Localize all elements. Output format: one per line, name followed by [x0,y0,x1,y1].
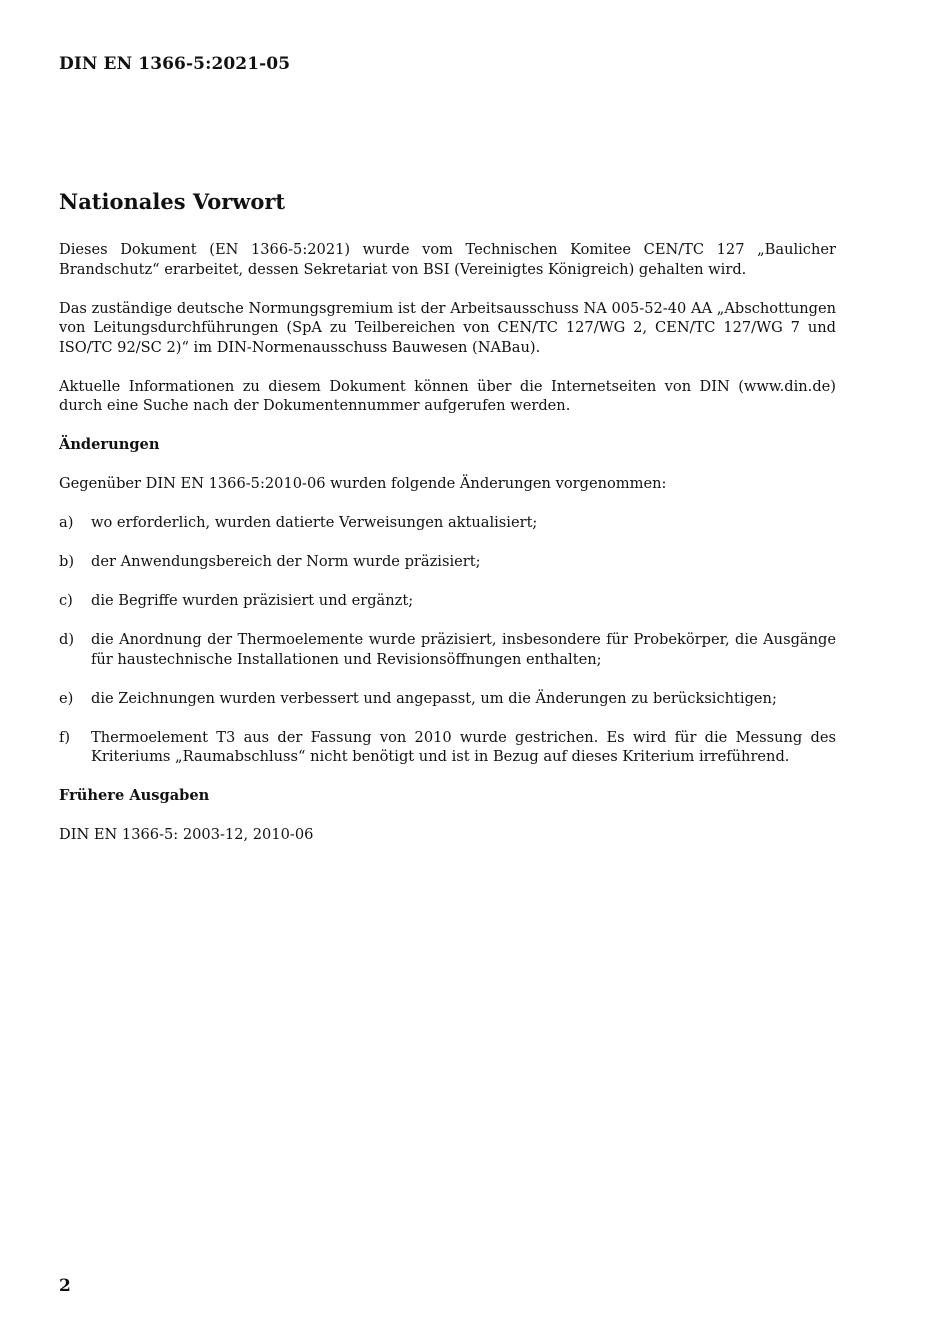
document-header: DIN EN 1366-5:2021-05 [59,54,291,74]
list-item-text: die Anordnung der Thermoelemente wurde präzisiert, insbesondere für Probekörper, die Ausgänge für haustechnische Installationen und Revisionsöffnungen enthalten; [91,631,836,668]
list-item [59,689,836,709]
list-marker: c) [59,592,73,609]
list-item [59,591,836,611]
page-number: 2 [59,1276,71,1296]
list-item-text: die Zeichnungen wurden verbessert und angepasst, um die Änderungen zu berücksichtigen; [91,689,777,707]
paragraph-committee: Dieses Dokument (EN 1366-5:2021) wurde vom Technischen Komitee CEN/TC 127 „Baulicher Brandschutz“ erarbeitet, dessen Sekretariat von BSI (Vereinigtes Königreich) gehalten wird. [59,241,836,278]
list-marker: f) [59,728,71,746]
list-item-text: Thermoelement T3 aus der Fassung von 2010 wurde gestrichen. Es wird für die Messung des Kriteriums „Raumabschluss“ nicht benötigt und ist in Bezug auf dieses Kriterium irreführend. [91,728,836,765]
list-item [59,552,836,572]
previous-editions-text: DIN EN 1366-5: 2003-12, 2010-06 [59,826,314,843]
changes-list [59,513,836,767]
list-marker: e) [59,689,74,707]
list-item [59,513,836,533]
paragraph-national-body: Das zuständige deutsche Normungsgremium ist der Arbeitsausschuss NA 005-52-40 AA „Abschottungen von Leitungsdurchführungen (SpA zu Teilbereichen von CEN/TC 127/WG 2, CEN/TC 127/WG 7 und ISO/TC 92/SC 2)“ im DIN-Normenausschuss Bauwesen (NABau). [59,299,836,356]
changes-intro: Gegenüber DIN EN 1366-5:2010-06 wurden folgende Änderungen vorgenommen: [59,475,667,492]
list-marker: a) [59,514,74,531]
page-content [59,188,836,864]
list-item-text: der Anwendungsbereich der Norm wurde präzisiert; [91,553,481,570]
list-marker: b) [59,553,75,570]
paragraph-information: Aktuelle Informationen zu diesem Dokument können über die Internetseiten von DIN (www.din.de) durch eine Suche nach der Dokumentennummer aufgerufen werden. [59,377,836,414]
previous-editions-heading: Frühere Ausgaben [59,787,210,804]
list-item-text: wo erforderlich, wurden datierte Verweisungen aktualisiert; [91,514,538,531]
list-item [59,728,836,767]
list-item-text: die Begriffe wurden präzisiert und ergänzt; [91,592,414,609]
section-title: Nationales Vorwort [59,189,286,214]
list-marker: d) [59,631,75,648]
list-item [59,630,836,669]
changes-heading: Änderungen [59,436,160,453]
